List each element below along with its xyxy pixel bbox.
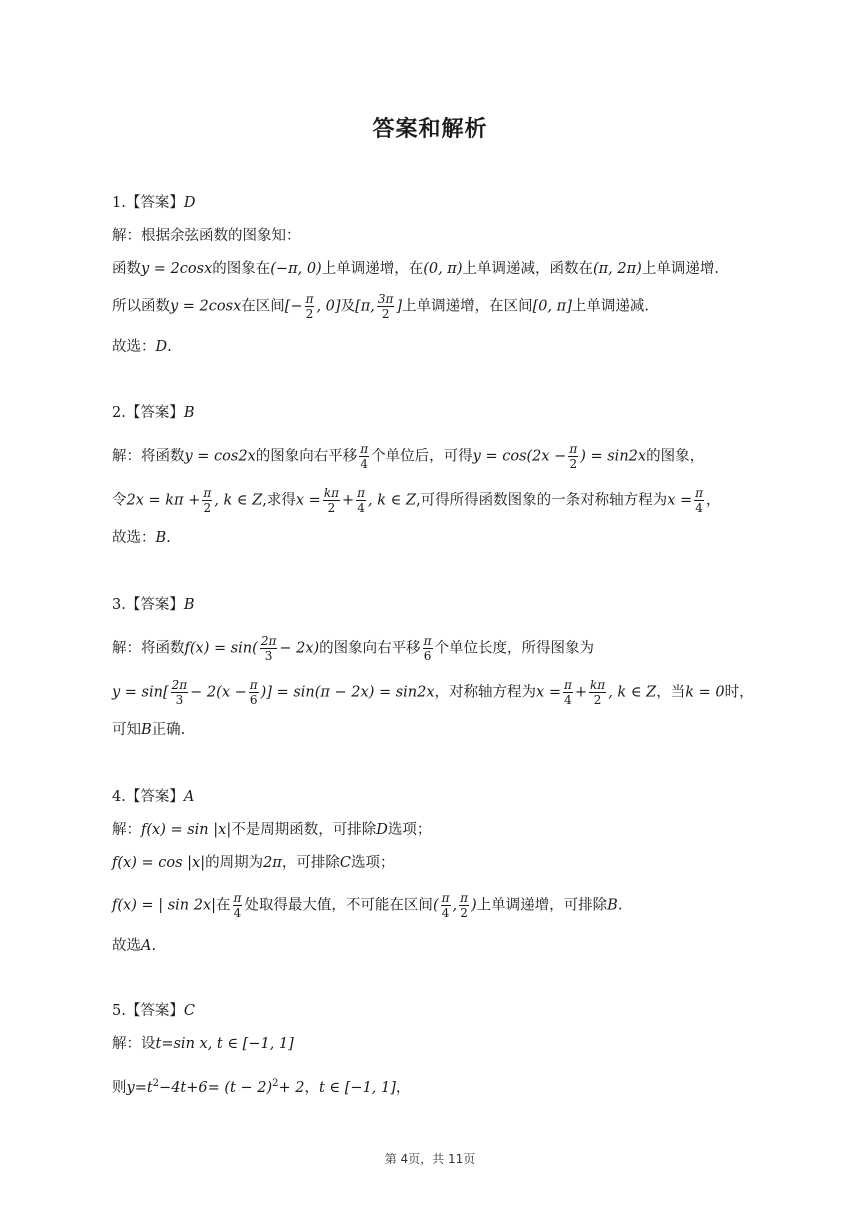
q5-line-2 (112, 1073, 410, 1099)
text: 令 (112, 492, 127, 509)
q4-line-4 (112, 935, 156, 957)
q1-line-3 (112, 292, 649, 321)
fraction (359, 442, 369, 471)
fraction (249, 678, 259, 707)
fraction (459, 891, 469, 920)
q2-line-3 (112, 527, 171, 549)
text: 不是周期函数，可排除 (231, 822, 377, 838)
numerator: 3π (377, 292, 394, 306)
fraction (356, 486, 366, 515)
numerator: 2π (171, 678, 188, 692)
q4-line-2 (112, 852, 394, 874)
math: B (607, 897, 618, 914)
numerator: π (305, 292, 314, 306)
text: 及 (340, 298, 356, 315)
text: 故选 (112, 938, 141, 954)
denominator: 6 (423, 649, 432, 663)
math: x = (295, 492, 321, 509)
text: 选项； (387, 822, 432, 838)
text: ， (706, 492, 721, 509)
math: t ∈ [−1, 1] (318, 1079, 396, 1096)
q1-line-4 (112, 336, 172, 358)
text: ，对称轴方程为 (434, 684, 537, 701)
text: 选项； (350, 855, 395, 871)
math: (−π, 0) (270, 261, 322, 277)
text: 上单调递减，函数在 (462, 261, 593, 277)
math: ) = sin2x (580, 448, 647, 465)
math: (π, 2π) (593, 261, 642, 277)
denominator: 4 (695, 501, 703, 515)
math: ( (432, 897, 439, 914)
denominator: 6 (249, 693, 258, 707)
numerator: π (563, 678, 572, 692)
text: 上单调递减. (571, 298, 649, 315)
numerator: π (233, 891, 242, 905)
denominator: 2 (381, 307, 390, 321)
math: f(x) = sin( (184, 640, 258, 657)
text: ，可排除 (281, 855, 340, 871)
text: 处取得最大值，不可能在区间 (244, 897, 433, 914)
numerator: π (360, 442, 369, 456)
math: y = 2cosx (141, 261, 213, 277)
numerator: kπ (323, 486, 339, 500)
math: y = 2cosx (170, 298, 242, 315)
text: 的图象， (646, 448, 705, 465)
denominator: 2 (305, 307, 314, 321)
math: f(x) = | sin 2x| (112, 897, 217, 914)
text: 故选： (112, 339, 156, 355)
math: D (155, 339, 168, 355)
denominator: 4 (357, 501, 365, 515)
q1-heading (112, 192, 195, 214)
denominator: 4 (233, 906, 242, 920)
text: 函数 (112, 261, 141, 277)
answer-label: 3.【答案】 (112, 597, 184, 613)
answer-letter: B (183, 405, 195, 421)
text: 上单调递增，可排除 (476, 897, 608, 914)
denominator: 4 (564, 693, 572, 707)
text: 正确. (151, 722, 186, 738)
text: 上单调递增. (641, 261, 719, 277)
text: ， (304, 1079, 319, 1096)
math: f(x) = cos |x| (112, 855, 206, 871)
denominator: 2 (327, 501, 336, 515)
math: x = (536, 684, 561, 701)
text: 解：将函数 (112, 448, 185, 465)
fraction (568, 442, 578, 471)
math: y=t (126, 1079, 153, 1096)
math: A (141, 938, 152, 954)
text: 所以函数 (112, 298, 170, 315)
math: , k ∈ Z (368, 492, 417, 509)
text: 上单调递增，在 (321, 261, 424, 277)
math: f(x) = sin |x| (141, 822, 232, 838)
fraction (377, 292, 395, 321)
math: , k ∈ Z (608, 684, 657, 701)
math: ] (396, 298, 403, 315)
fraction (423, 634, 433, 663)
answer-letter: C (183, 1003, 195, 1019)
q5-line-1 (112, 1033, 294, 1055)
math: , (452, 897, 458, 914)
math: k = 0 (685, 684, 725, 701)
math: y = cos2x (184, 448, 256, 465)
page-title: 答案和解析 (372, 117, 488, 142)
denominator: 4 (441, 906, 450, 920)
math: [π, (355, 298, 375, 315)
numerator: 2π (260, 634, 277, 648)
text: 个单位后，可得 (371, 448, 473, 465)
fraction (202, 486, 212, 515)
q3-line-1 (112, 634, 594, 663)
q1-line-1: 解：根据余弦函数的图象知： (112, 228, 301, 244)
math: −4t+6 (159, 1079, 208, 1096)
answer-letter: D (183, 195, 196, 211)
math: 2π (263, 855, 282, 871)
math: C (339, 855, 351, 871)
math: + (342, 492, 355, 509)
q2-heading (112, 402, 195, 424)
math: + 2 (278, 1079, 305, 1096)
math: , 0] (316, 298, 341, 315)
math: [0, π] (532, 298, 572, 315)
fraction (323, 486, 340, 515)
denominator: 3 (175, 693, 184, 707)
text: ， (395, 1079, 411, 1096)
numerator: π (357, 486, 366, 500)
text: 的图象向右平移 (319, 640, 421, 657)
q2-line-2 (112, 486, 721, 515)
text: 可知 (112, 722, 141, 738)
superscript: 2 (152, 1078, 160, 1089)
math: x = (667, 492, 693, 509)
fraction (171, 678, 189, 707)
numerator: π (695, 486, 704, 500)
q2-line-1 (112, 442, 704, 471)
denominator: 2 (569, 457, 578, 471)
text: 则 (112, 1079, 127, 1096)
text: 在区间 (241, 298, 285, 315)
text: . (617, 897, 623, 914)
q4-line-3 (112, 891, 622, 920)
text: 的图象向右平移 (255, 448, 358, 465)
math: = (t − 2) (207, 1079, 273, 1096)
text: . (167, 339, 172, 355)
superscript: 2 (272, 1078, 279, 1089)
math: B (141, 722, 152, 738)
answer-label: 1.【答案】 (112, 195, 184, 211)
text: 解：设 (112, 1036, 156, 1052)
denominator: 2 (593, 693, 602, 707)
math: [− (284, 298, 303, 315)
text: ,可得所得函数图象的一条对称轴方程为 (416, 492, 668, 509)
math: t= (155, 1036, 174, 1052)
fraction (233, 891, 243, 920)
fraction (441, 891, 451, 920)
text: 的周期为 (205, 855, 264, 871)
text: . (166, 530, 171, 546)
text: 故选： (112, 530, 156, 546)
math: − 2(x − (190, 684, 247, 701)
fraction (260, 634, 278, 663)
answer-label: 2.【答案】 (112, 405, 184, 421)
denominator: 4 (360, 457, 369, 471)
fraction (563, 678, 573, 707)
text: . (151, 938, 157, 954)
text: 解：将函数 (112, 640, 185, 657)
math: 2x = kπ + (126, 492, 201, 509)
math: sin x, t ∈ [−1, 1] (173, 1036, 294, 1052)
numerator: π (203, 486, 212, 500)
numerator: π (460, 891, 468, 905)
denominator: 3 (264, 649, 273, 663)
numerator: π (249, 678, 258, 692)
text: 个单位长度，所得图象为 (434, 640, 595, 657)
denominator: 2 (203, 501, 212, 515)
numerator: π (441, 891, 450, 905)
numerator: π (569, 442, 578, 456)
denominator: 2 (460, 906, 468, 920)
math: D (376, 822, 388, 838)
math: y = sin[ (112, 684, 169, 701)
answer-letter: B (183, 597, 195, 613)
math: y = cos(2x − (472, 448, 567, 465)
answer-letter: A (183, 789, 195, 805)
math: , k ∈ Z (214, 492, 263, 509)
numerator: kπ (590, 678, 606, 692)
page-footer: 第 4页，共 11页 (384, 1152, 476, 1166)
numerator: π (423, 634, 432, 648)
q1-line-2 (112, 258, 719, 280)
math: B (155, 530, 167, 546)
q3-line-3 (112, 719, 185, 741)
q4-line-1 (112, 819, 431, 841)
math: + (574, 684, 588, 701)
q3-heading (112, 594, 195, 616)
text: ，当 (656, 684, 686, 701)
q5-heading (112, 1000, 195, 1022)
fraction (589, 678, 606, 707)
answer-label: 5.【答案】 (112, 1003, 184, 1019)
text: 在 (216, 897, 231, 914)
text: 上单调递增，在区间 (402, 298, 533, 315)
math: (0, π) (423, 261, 463, 277)
text: ,求得 (262, 492, 296, 509)
fraction (694, 486, 704, 515)
text: 时， (724, 684, 754, 701)
fraction (305, 292, 315, 321)
q4-heading (112, 786, 194, 808)
math: − 2x) (279, 640, 320, 657)
math: )] = sin(π − 2x) = sin2x (260, 684, 435, 701)
text: 解： (112, 822, 141, 838)
q3-line-2 (112, 678, 754, 707)
math: ) (471, 897, 477, 914)
answer-label: 4.【答案】 (112, 789, 184, 805)
text: 的图象在 (212, 261, 271, 277)
